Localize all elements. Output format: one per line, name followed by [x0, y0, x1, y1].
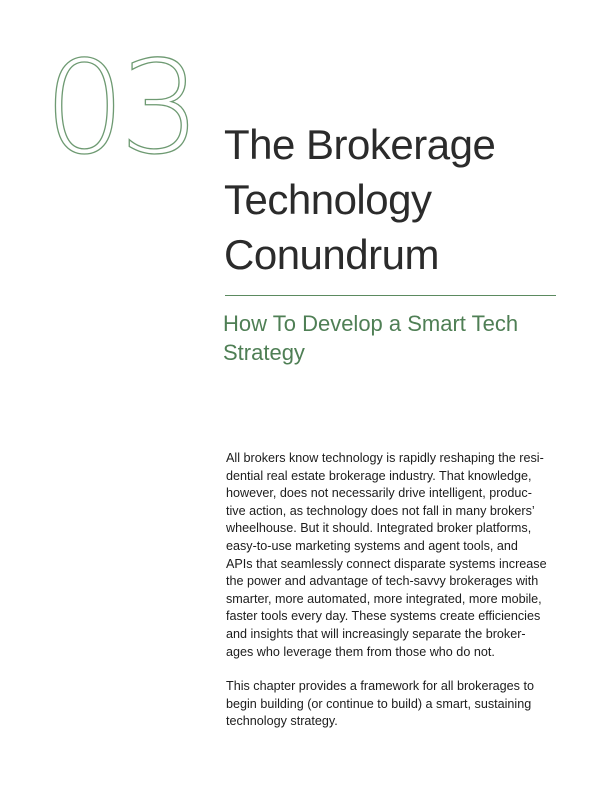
body-line: ages who leverage them from those who do not.	[226, 644, 495, 659]
body-line: faster tools every day. These systems create efficiencies	[226, 609, 541, 624]
title-line-2: Technology	[224, 176, 432, 223]
body-line: APIs that seamlessly connect disparate systems increase	[226, 556, 547, 571]
title-divider	[225, 295, 556, 296]
body-line: This chapter provides a framework for all brokerages to	[226, 679, 534, 694]
chapter-number: 03	[44, 34, 195, 183]
subtitle-line-2: Strategy	[223, 340, 305, 365]
title-line-3: Conundrum	[224, 231, 439, 278]
body-line: All brokers know technology is rapidly reshaping the resi-	[226, 451, 544, 465]
body-line: dential real estate brokerage industry. That knowledge,	[226, 468, 532, 483]
paragraph-2	[226, 678, 566, 731]
title-line-1: The Brokerage	[224, 121, 496, 168]
chapter-title	[224, 117, 564, 282]
body-line: the power and advantage of tech-savvy brokerages with	[226, 574, 539, 589]
body-line: technology strategy.	[226, 714, 338, 729]
body-line: however, does not necessarily drive intelligent, produc-	[226, 486, 532, 501]
body-line: and insights that will increasingly separate the broker-	[226, 626, 526, 641]
body-text	[226, 450, 566, 744]
paragraph-1	[226, 450, 566, 661]
subtitle-line-1: How To Develop a Smart Tech	[223, 311, 519, 336]
body-line: begin building (or continue to build) a smart, sustaining	[226, 696, 532, 711]
chapter-subtitle	[223, 309, 563, 367]
body-line: easy-to-use marketing systems and agent tools, and	[226, 538, 518, 553]
body-line: smarter, more automated, more integrated, more mobile,	[226, 591, 542, 606]
body-line: wheelhouse. But it should. Integrated broker platforms,	[226, 521, 532, 536]
body-line: tive action, as technology does not fall in many brokers’	[226, 503, 535, 518]
